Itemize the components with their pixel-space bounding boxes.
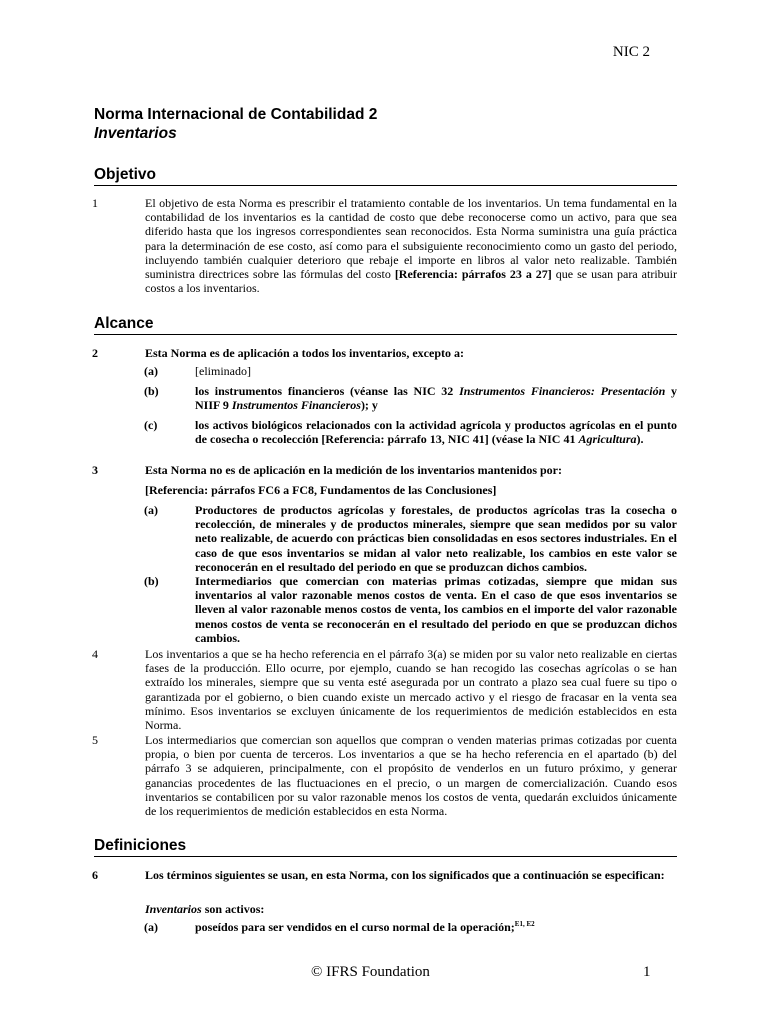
list-label: (b)	[144, 384, 159, 398]
footnote-marker: E1, E2	[514, 920, 535, 928]
paragraph-text: Esta Norma es de aplicación a todos los inventarios, excepto a:	[145, 346, 464, 360]
paragraph-5	[92, 733, 677, 818]
list-text: poseídos para ser vendidos en el curso normal de la operación;$^{E1, E2}$	[195, 920, 535, 934]
cross-reference: [Referencia: párrafos 23 a 27]	[394, 267, 552, 282]
paragraph-number: 5	[92, 733, 98, 747]
paragraph-1	[92, 196, 677, 295]
paragraph-number: 1	[92, 196, 98, 210]
list-label: (b)	[144, 574, 159, 588]
list-text: los instrumentos financieros (véanse las NIC 32 Instrumentos Financieros: Presentación y NIIF 9 Instrumentos Financieros); y	[195, 384, 678, 413]
list-label: (a)	[144, 920, 158, 934]
list-item-6a	[144, 920, 677, 934]
list-item-2a	[144, 364, 677, 378]
standard-reference: NIC 2	[612, 44, 650, 60]
list-item-2c	[144, 418, 677, 446]
definition-text: Inventarios son activos:	[145, 902, 265, 916]
section-heading-alcance: Alcance	[94, 315, 677, 335]
list-item-2b	[144, 384, 677, 412]
list-label: (a)	[144, 364, 158, 378]
list-label: (c)	[144, 418, 158, 432]
paragraph-number: 3	[92, 463, 98, 477]
list-item-3b	[144, 574, 677, 645]
paragraph-3-reference	[92, 483, 677, 497]
list-text: Productores de productos agrícolas y forestales, de productos agrícolas tras la cosecha o recolección, de minerales y de productos minerales, siempre que sean medidos por su valor neto realizable, de acuerdo con prácticas bien consolidadas en esos sectores industriales. En el caso de que esos inventarios se midan al valor neto realizable, los cambios en este valor se reconocerán en el resultado del periodo en que se produzcan dichos cambios.	[195, 503, 677, 574]
paragraph-text: Los términos siguientes se usan, en esta Norma, con los significados que a continuación se especifican:	[145, 868, 665, 882]
section-heading-definiciones: Definiciones	[94, 837, 677, 857]
list-label: (a)	[144, 503, 158, 517]
list-item-3a	[144, 503, 677, 574]
document-title: Norma Internacional de Contabilidad 2	[94, 106, 378, 123]
list-text: [eliminado]	[195, 364, 251, 378]
paragraph-6	[92, 868, 677, 882]
page-number: 1	[643, 964, 651, 980]
footer-copyright: © IFRS Foundation	[311, 964, 430, 980]
paragraph-text: Esta Norma no es de aplicación en la medición de los inventarios mantenidos por:	[145, 463, 563, 477]
section-heading-objetivo: Objetivo	[94, 166, 677, 186]
paragraph-2	[92, 346, 677, 360]
defined-term: Inventarios	[145, 902, 202, 916]
paragraph-3	[92, 463, 677, 477]
cross-reference: [Referencia: párrafos FC6 a FC8, Fundamentos de las Conclusiones]	[145, 483, 497, 497]
paragraph-text: Los intermediarios que comercian son aquellos que compran o venden materias primas cotizadas por cuenta propia, o bien por cuenta de terceros. Los inventarios a que se ha hecho referencia en el apartado (b) del párrafo 3 se adquieren, principalmente, con el propósito de venderlos en un futuro próximo, y generar ganancias procedentes de las fluctuaciones en el precio, o un margen de comercialización. Cuando esos inventarios se contabilicen por su valor razonable menos los costos de venta, quedarán excluidos únicamente de los requerimientos de medición establecidos en esta Norma.	[145, 733, 677, 819]
paragraph-number: 4	[92, 647, 98, 661]
paragraph-number: 2	[92, 346, 98, 360]
paragraph-text: Los inventarios a que se ha hecho referencia en el párrafo 3(a) se miden por su valor neto realizable en ciertas fases de la producción. Ello ocurre, por ejemplo, cuando se han recogido las cosechas agrícolas o se han extraído los minerales, siempre que su venta esté asegurada por un contrato a plazo sea cual fuere su tipo o garantizada por el gobierno, o bien cuando existe un mercado activo y el riesgo de fracasar en la venta sea mínimo. Esos inventarios se excluyen únicamente de los requerimientos de medición establecidos en esta Norma.	[145, 647, 677, 733]
list-text: los activos biológicos relacionados con la actividad agrícola y productos agrícolas en el punto de cosecha o recolección [Referencia: párrafo 13, NIC 41] (véase la NIC 41 Agricultura).	[195, 418, 677, 447]
definition-inventarios	[92, 902, 677, 916]
paragraph-4	[92, 647, 677, 732]
document-subtitle: Inventarios	[94, 125, 177, 142]
paragraph-text: El objetivo de esta Norma es prescribir el tratamiento contable de los inventarios. Un tema fundamental en la contabilidad de los inventarios es la cantidad de costo que debe reconocerse como un activo, para que sea diferido hasta que los ingresos correspondientes sean reconocidos. Esta Norma suministra una guía práctica para la determinación de ese costo, así como para el subsiguiente reconocimiento como un gasto del periodo, incluyendo también cualquier deterioro que rebaje el importe en libros al valor neto realizable. También suministra directrices sobre las fórmulas del costo [Referencia: párrafos 23 a 27] que se usan para atribuir costos a los inventarios.	[145, 196, 678, 296]
list-text: Intermediarios que comercian con materias primas cotizadas, siempre que midan sus inventarios al valor razonable menos costos de venta. En el caso de que esos inventarios se lleven al valor razonable menos costos de venta, los cambios en el importe del valor razonable menos costos de venta se reconocerán en el resultado del periodo en que se produzcan dichos cambios.	[195, 574, 677, 645]
paragraph-number: 6	[92, 868, 98, 882]
